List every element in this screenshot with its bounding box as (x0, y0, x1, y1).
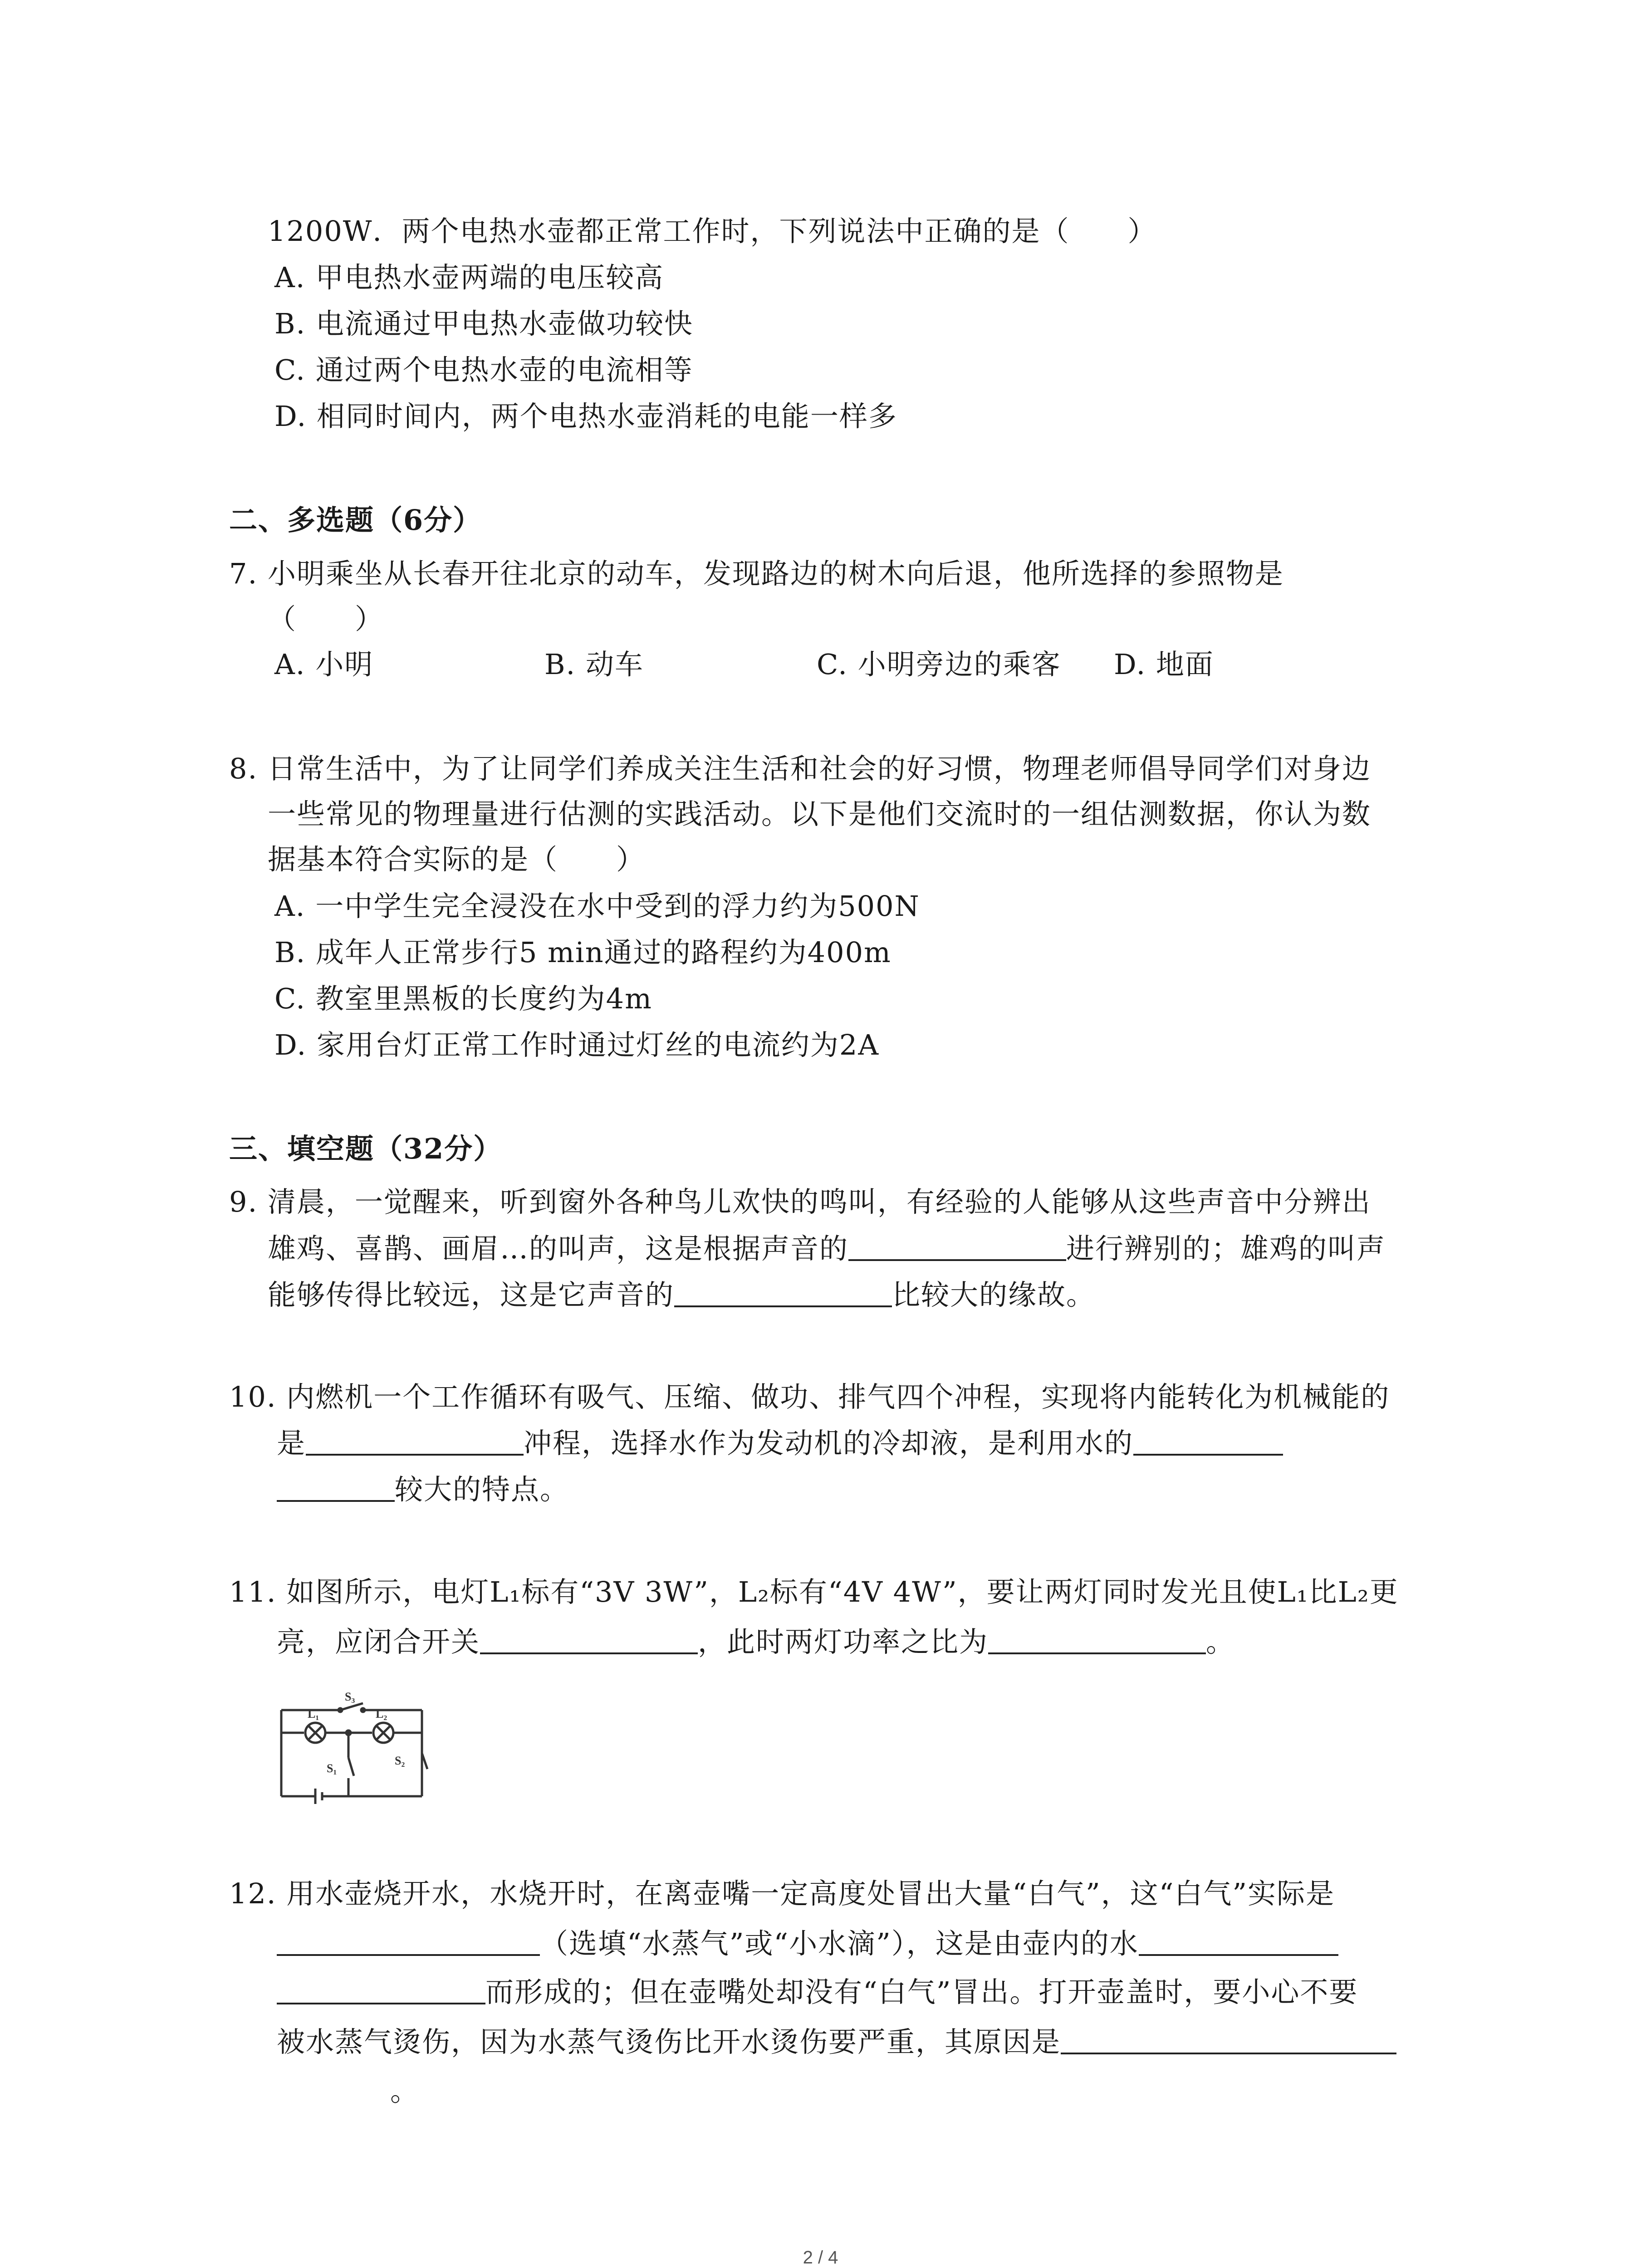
q10-line-3 (277, 1471, 569, 1508)
q7-option-a: A. 小明 (274, 648, 374, 681)
q6-stem: 1200W．两个电热水壶都正常工作时，下列说法中正确的是（ ） (268, 215, 1157, 248)
q6-option-c: C. 通过两个电热水壶的电流相等 (274, 353, 693, 386)
q10-blank-2b[interactable] (277, 1472, 395, 1502)
q7-line-2: （ ） (268, 602, 384, 635)
q8-option-d: D. 家用台灯正常工作时通过灯丝的电流约为2A (274, 1028, 880, 1061)
label-l1: L₁ (308, 1707, 319, 1721)
q9-text-c: 能够传得比较远，这是它声音的 (268, 1278, 675, 1311)
q10-line-1: 10. 内燃机一个工作循环有吸气、压缩、做功、排气四个冲程，实现将内能转化为机械能的 (229, 1380, 1390, 1413)
q9-text-a: 雄鸡、喜鹊、画眉…的叫声，这是根据声音的 (268, 1232, 849, 1265)
q12-blank-2a[interactable] (1139, 1926, 1338, 1956)
q12-blank-3a[interactable] (1061, 2024, 1396, 2054)
q9-line-2 (268, 1231, 1386, 1267)
q7-option-c: C. 小明旁边的乘客 (817, 648, 1061, 681)
q12-blank-1[interactable] (277, 1926, 540, 1956)
q7-option-b: B. 动车 (544, 648, 644, 681)
label-s3: S₃ (345, 1690, 355, 1703)
q6-option-a: A. 甲电热水壶两端的电压较高 (274, 261, 664, 294)
q8-option-b: B. 成年人正常步行5 min通过的路程约为400m (274, 936, 892, 969)
q8-option-a: A. 一中学生完全浸没在水中受到的浮力约为500N (274, 890, 920, 923)
q9-line-1: 9. 清晨，一觉醒来，听到窗外各种鸟儿欢快的鸣叫，有经验的人能够从这些声音中分辨出 (229, 1185, 1371, 1218)
q12-blank-2b[interactable] (277, 1975, 485, 2004)
q9-blank-2[interactable] (674, 1277, 892, 1307)
q12-line-1: 12. 用水壶烧开水，水烧开时，在离壶嘴一定高度处冒出大量“白气”，这“白气”实际是 (229, 1877, 1335, 1910)
label-s2: S₂ (395, 1754, 405, 1767)
section-heading-fill-in-blank: 三、填空题（32分） (229, 1132, 503, 1165)
q6-option-d: D. 相同时间内，两个电热水壶消耗的电能一样多 (274, 400, 897, 433)
q11-blank-2[interactable] (988, 1624, 1206, 1654)
q8-option-c: C. 教室里黑板的长度约为4m (274, 982, 652, 1015)
q11-blank-1[interactable] (480, 1624, 698, 1654)
q9-line-3 (268, 1277, 1095, 1313)
q8-line-1: 8. 日常生活中，为了让同学们养成关注生活和社会的好习惯，物理老师倡导同学们对身边 (229, 752, 1371, 785)
q6-option-b: B. 电流通过甲电热水壶做功较快 (274, 307, 693, 340)
q10-text-c: 较大的特点。 (395, 1473, 569, 1506)
q12-line-4 (277, 2024, 1396, 2060)
q11-text-c: 。 (1206, 1625, 1235, 1658)
circuit-diagram (272, 1685, 436, 1805)
page-number: 2 / 4 (803, 2248, 838, 2268)
q7-line-1: 7. 小明乘坐从长春开往北京的动车，发现路边的树木向后退，他所选择的参照物是 (229, 557, 1284, 590)
q12-text-c: 被水蒸气烫伤，因为水蒸气烫伤比开水烫伤要严重，其原因是 (277, 2025, 1061, 2058)
q7-option-d: D. 地面 (1114, 648, 1214, 681)
q12-line-2 (277, 1926, 1338, 1962)
q8-line-3: 据基本符合实际的是（ ） (268, 843, 646, 876)
q9-blank-1[interactable] (848, 1231, 1066, 1261)
q12-text-a: （选填“水蒸气”或“小水滴”），这是由壶内的水 (540, 1927, 1139, 1960)
q9-text-b: 进行辨别的；雄鸡的叫声 (1066, 1232, 1386, 1265)
q12-line-5: 。 (390, 2074, 420, 2107)
q8-line-2: 一些常见的物理量进行估测的实践活动。以下是他们交流时的一组估测数据，你认为数 (268, 797, 1372, 831)
q12-line-3 (277, 1974, 1358, 2010)
q11-line-1: 11. 如图所示，电灯L₁标有“3V 3W”，L₂标有“4V 4W”，要让两灯同时发光且使L₁比L₂更 (229, 1575, 1399, 1608)
label-s1: S₁ (327, 1762, 337, 1775)
q10-text-a: 是 (277, 1427, 306, 1460)
q10-blank-2a[interactable] (1133, 1426, 1283, 1456)
q11-line-2 (277, 1624, 1235, 1660)
q11-text-b: ，此时两灯功率之比为 (698, 1625, 989, 1658)
q10-line-2 (277, 1425, 1283, 1461)
q11-text-a: 亮，应闭合开关 (277, 1625, 480, 1658)
q10-blank-1[interactable] (306, 1426, 524, 1456)
q9-text-d: 比较大的缘故。 (892, 1278, 1096, 1311)
q12-text-b: 而形成的；但在壶嘴处却没有“白气”冒出。打开壶盖时，要小心不要 (485, 1975, 1358, 2009)
q10-text-b: 冲程，选择水作为发动机的冷却液，是利用水的 (524, 1427, 1134, 1460)
label-l2: L₂ (376, 1707, 387, 1721)
section-heading-multiple-choice: 二、多选题（6分） (229, 503, 482, 537)
